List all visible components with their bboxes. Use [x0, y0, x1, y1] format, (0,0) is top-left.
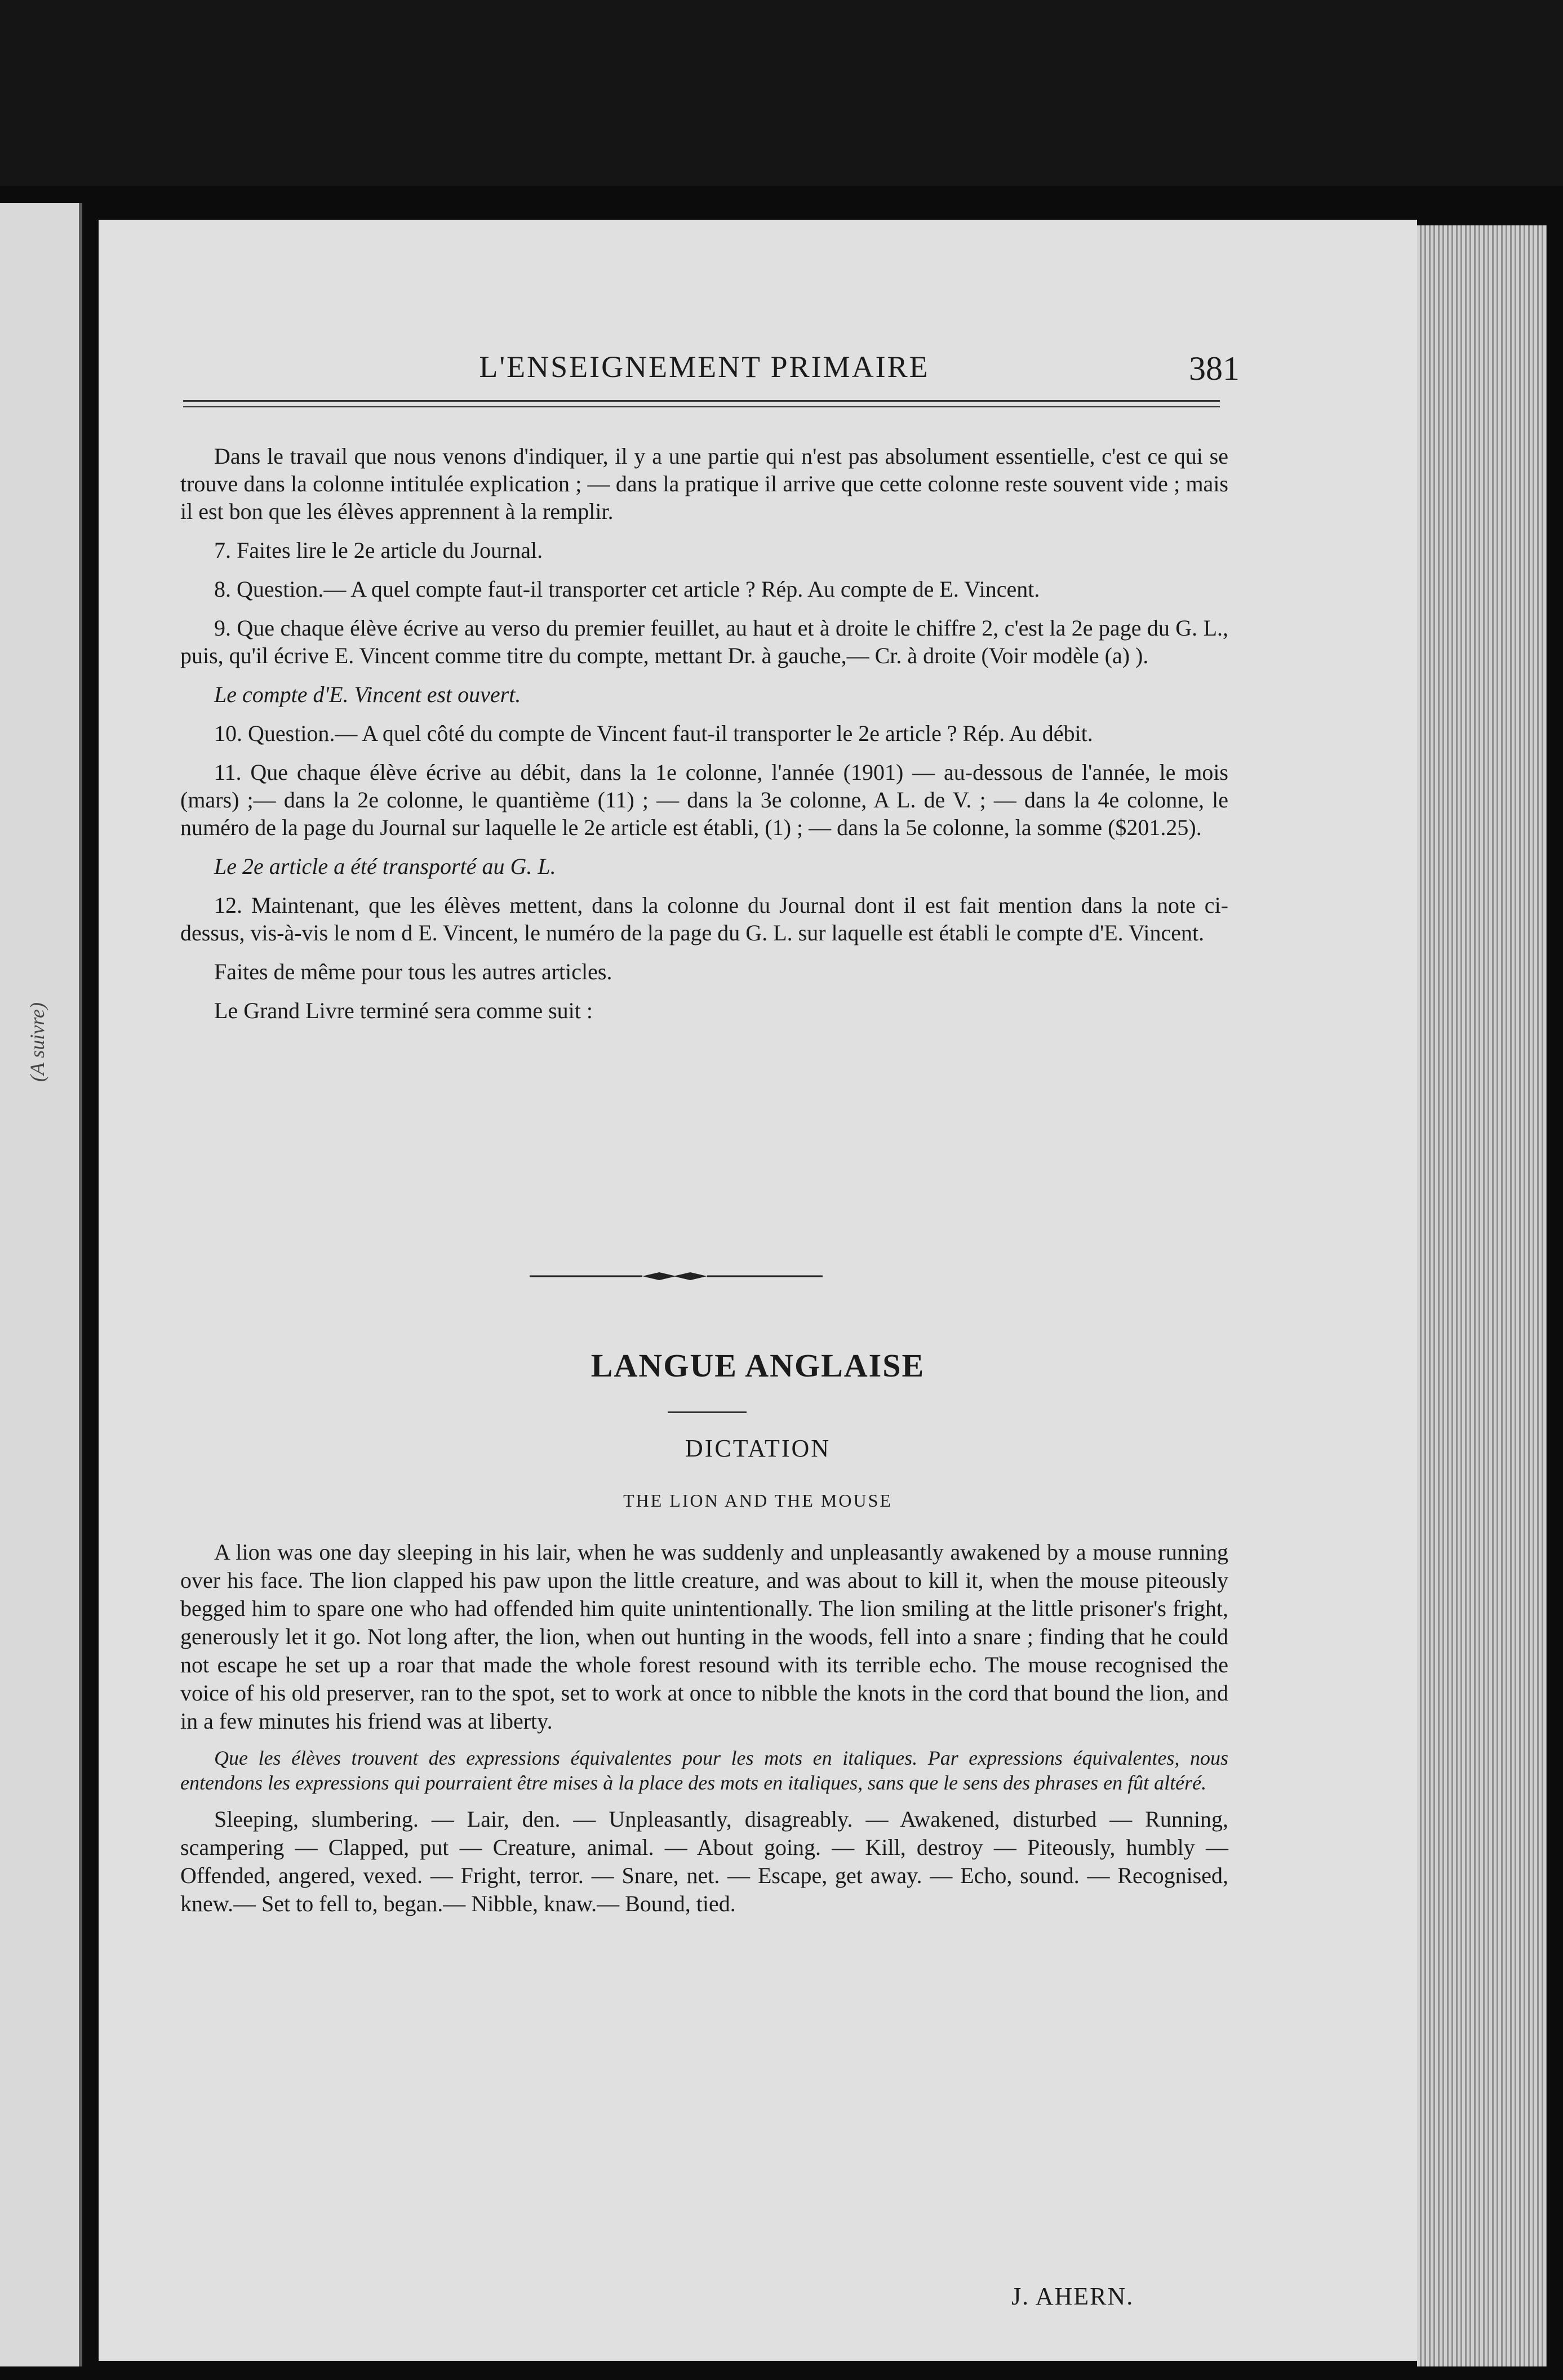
running-title: L'ENSEIGNEMENT PRIMAIRE [479, 350, 930, 384]
scan-background [0, 0, 1563, 186]
author-signature: J. AHERN. [1011, 2283, 1134, 2310]
dictation-text: A lion was one day sleeping in his lair, when he was suddenly and unpleasantly awakened by a mouse running over his face. The lion clapped his paw upon the little creature, and was about to kill it, when the mouse piteously begged him to spare one who had offended him quite unintentionally. The lion smiling at the little prisoner's fright, generously let it go. Not long after, the lion, when out hunting in the woods, fell into a snare ; finding that he could not escape he set up a roar that made the whole forest resound with its terrible echo. The mouse recognised the voice of his old preserver, ran to the spot, set to work at once to nibble the knots in the cord that bound the lion, and in a few minutes his friend was at liberty. [180, 1539, 1228, 1734]
paragraph-14: Le Grand Livre terminé sera comme suit : [214, 998, 593, 1023]
previous-page-edge [0, 203, 82, 2366]
paragraph-9: 9. Que chaque élève écrive au verso du premier feuillet, au haut et à droite le chiffre 2, c'est la 2e page du G. L., puis, qu'il écrive E. Vincent comme titre du compte, mettant Dr. à gauche,— Cr. à droite (Voir modèle (a) ). [180, 615, 1228, 668]
paragraph-13: Faites de même pour tous les autres articles. [214, 959, 612, 984]
ornament-divider [530, 1268, 823, 1285]
header-rule [183, 400, 1220, 407]
paragraph-9-note: Le compte d'E. Vincent est ouvert. [214, 682, 521, 707]
bookkeeping-instructions [180, 442, 1228, 1036]
margin-note: (A suivre) [26, 1002, 48, 1082]
paragraph-8: 8. Question.— A quel compte faut-il transporter cet article ? Rép. Au compte de E. Vincent. [214, 576, 1040, 602]
book-page [99, 220, 1417, 2361]
paragraph-11-note: Le 2e article a été transporté au G. L. [214, 854, 556, 879]
page-stack-edge [1417, 225, 1547, 2366]
paragraph-intro: Dans le travail que nous venons d'indiquer, il y a une partie qui n'est pas absolument essentielle, c'est ce qui se trouve dans la colonne intitulée explication ; — dans la pratique il arrive que cette colonne reste souvent vide ; mais il est bon que les élèves apprennent à la remplir. [180, 443, 1228, 524]
paragraph-10: 10. Question.— A quel côté du compte de Vincent faut-il transporter le 2e article ? Rép. Au débit. [214, 721, 1093, 746]
dictation-glossary: Sleeping, slumbering. — Lair, den. — Unpleasantly, disagreably. — Awakened, disturbed — Running, scampering — Clapped, put — Creature, animal. — About going. — Kill, destroy — Piteously, humbly — Offended, angered, vexed. — Fright, terror. — Snare, net. — Escape, get away. — Echo, sound. — Recognised, knew.— Set to fell to, began.— Nibble, knaw.— Bound, tied. [180, 1806, 1228, 1916]
paragraph-11: 11. Que chaque élève écrive au débit, dans la 1e colonne, l'année (1901) — au-dessous de l'année, le mois (mars) ;— dans la 2e colonne, le quantième (11) ; — dans la 3e colonne, A L. de V. ; — dans la 4e colonne, le numéro de la page du Journal sur laquelle le 2e article est établi, (1) ; — dans la 5e colonne, la somme ($201.25). [180, 760, 1228, 840]
paragraph-12: 12. Maintenant, que les élèves mettent, dans la colonne du Journal dont il est fait mention dans la note ci-dessus, vis-à-vis le nom d E. Vincent, le numéro de la page du G. L. sur laquelle est établi le compte d'E. Vincent. [180, 892, 1228, 945]
dictation-block [180, 1538, 1228, 1928]
section-subtitle: DICTATION [685, 1435, 831, 1462]
page-number: 381 [1189, 350, 1240, 387]
section-title: LANGUE ANGLAISE [590, 1347, 925, 1384]
dictation-instruction: Que les élèves trouvent des expressions équivalentes pour les mots en italiques. Par expressions équivalentes, nous entendons les expressions qui pourraient être mises à la place des mots en italiques, sans que le sens des phrases en fût altéré. [180, 1747, 1228, 1794]
dictation-title: THE LION AND THE MOUSE [623, 1490, 892, 1511]
section-rule [668, 1411, 747, 1413]
paragraph-7: 7. Faites lire le 2e article du Journal. [214, 538, 543, 563]
